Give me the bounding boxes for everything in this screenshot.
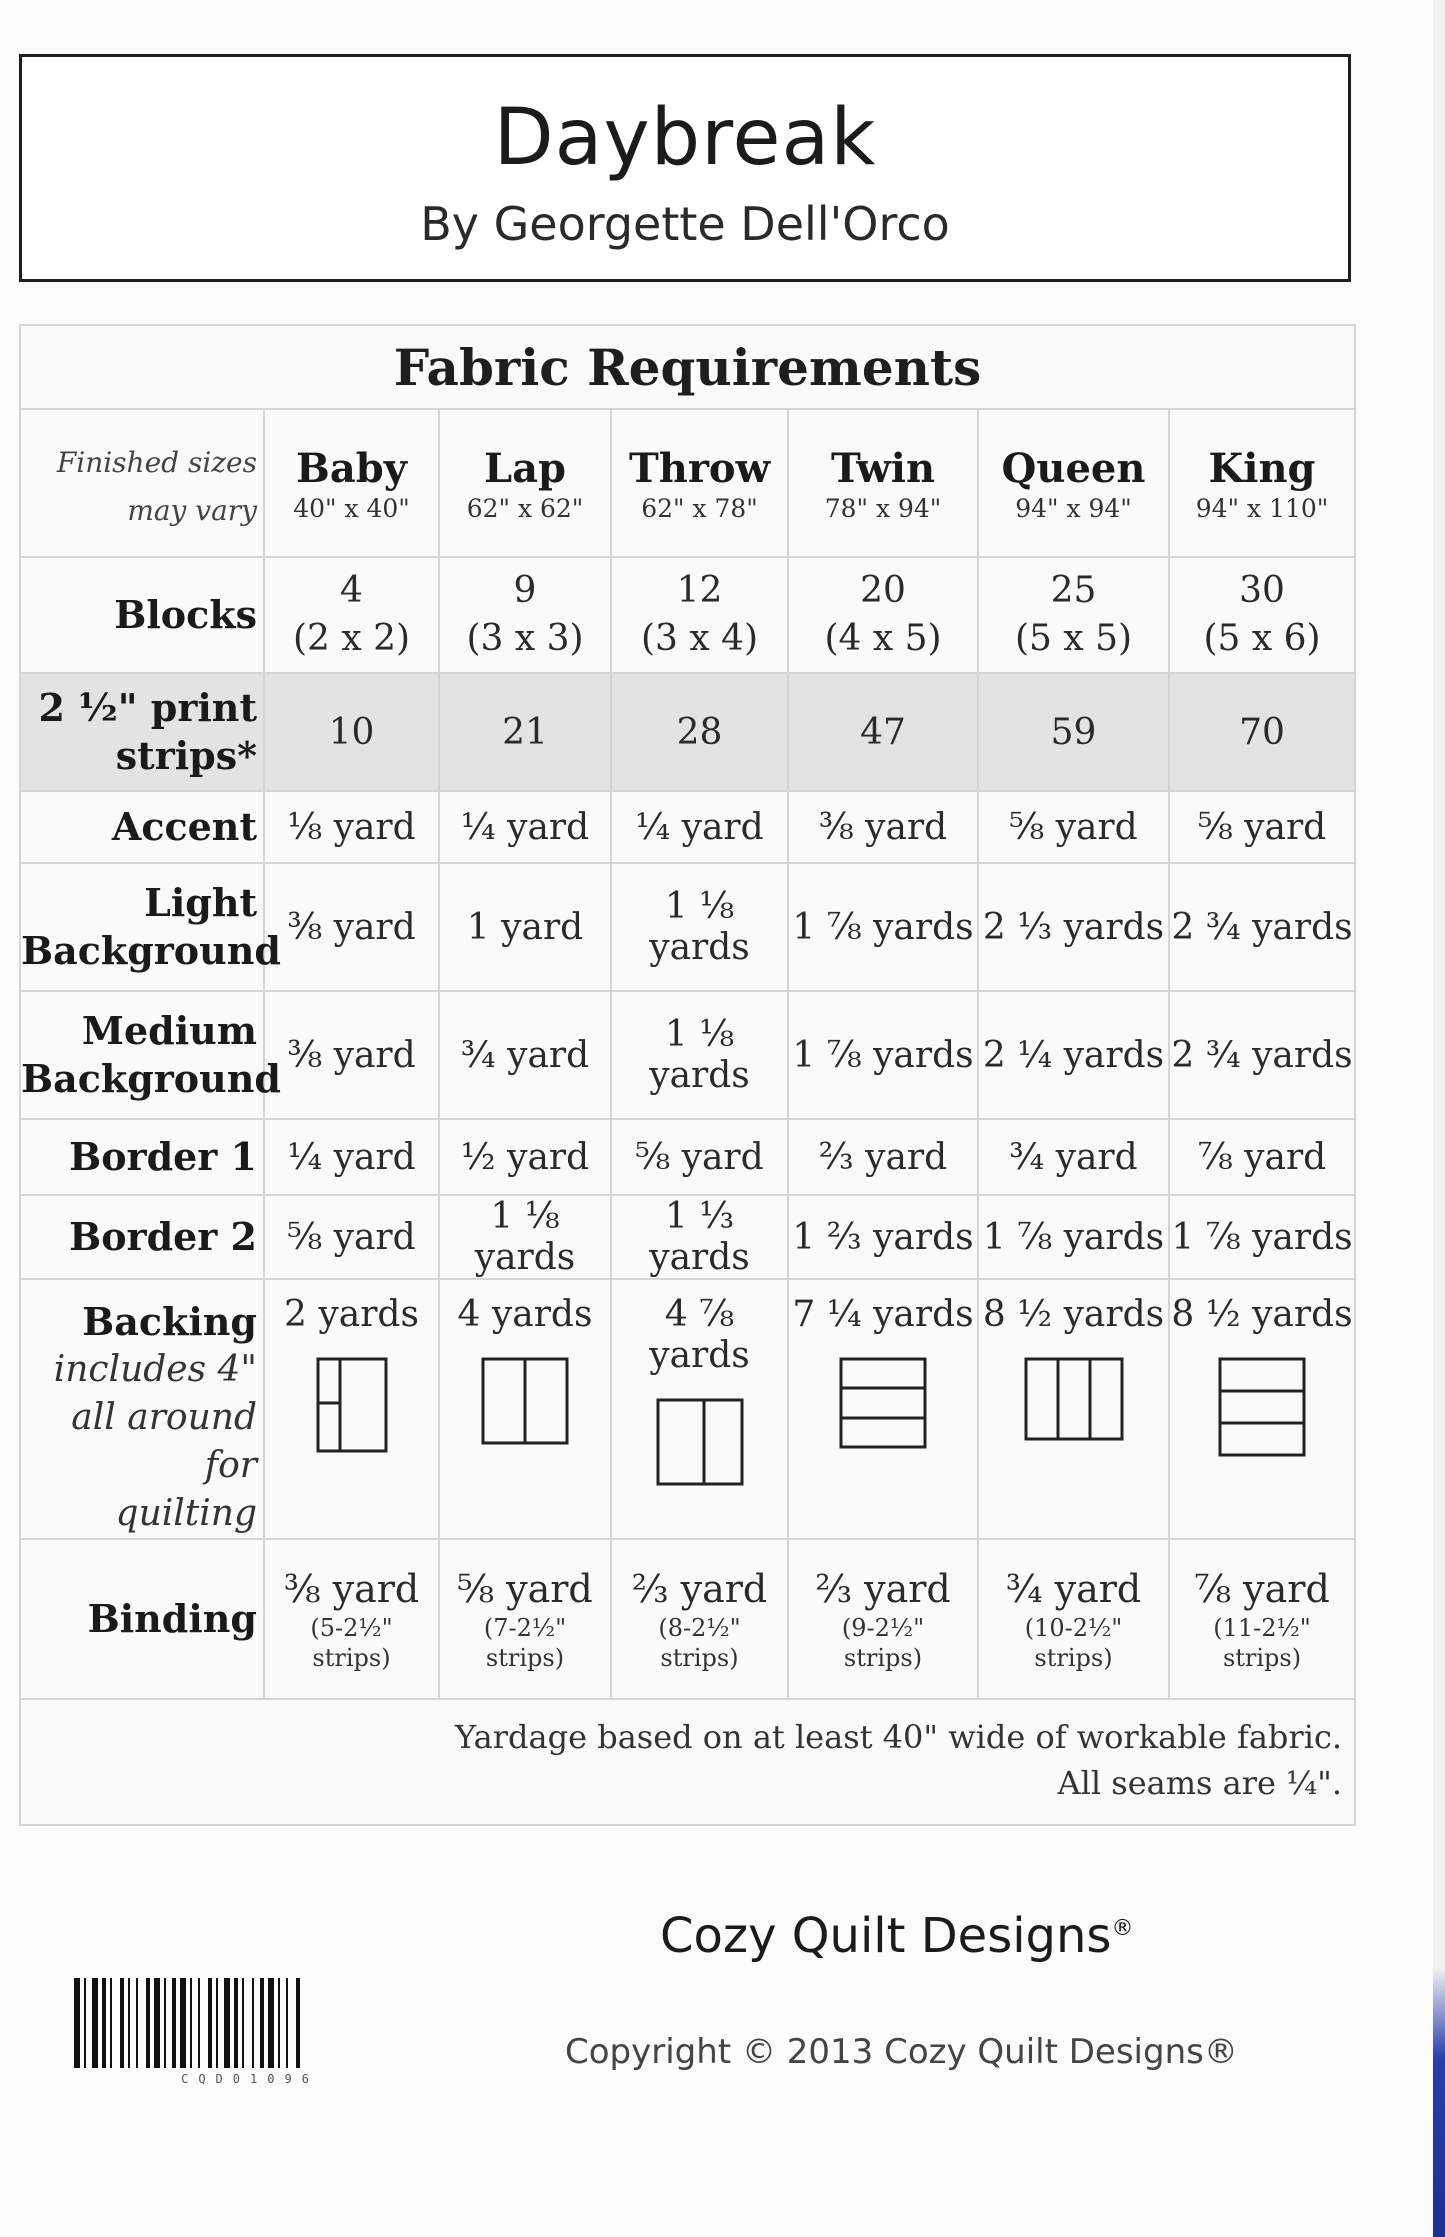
border2-cell: 1 ⅓ yards — [611, 1195, 788, 1279]
section-title: Fabric Requirements — [20, 325, 1355, 409]
medium-cell: ¾ yard — [439, 991, 611, 1119]
table-row-accent — [20, 791, 1355, 863]
binding-cell: ⅔ yard (8-2½" strips) — [611, 1539, 788, 1699]
backing-cell: 7 ¼ yards — [788, 1279, 978, 1539]
accent-cell: ¼ yard — [439, 791, 611, 863]
size-header-twin: Twin 78" x 94" — [788, 409, 978, 557]
table-row-blocks — [20, 557, 1355, 673]
border1-cell: ⅞ yard — [1169, 1119, 1355, 1195]
light-cell: 2 ¾ yards — [1169, 863, 1355, 991]
border1-cell: ⅔ yard — [788, 1119, 978, 1195]
backing-diagram-icon — [839, 1357, 927, 1449]
backing-cell: 4 yards — [439, 1279, 611, 1539]
backing-cell: 8 ½ yards — [978, 1279, 1169, 1539]
backing-diagram-icon — [481, 1357, 569, 1445]
copyright-text: Copyright © 2013 Cozy Quilt Designs® — [565, 2032, 1238, 2072]
page-edge — [1433, 0, 1445, 2237]
strips-cell: 28 — [611, 673, 788, 791]
size-header-throw: Throw 62" x 78" — [611, 409, 788, 557]
table-row-backing — [20, 1279, 1355, 1539]
medium-cell: ⅜ yard — [264, 991, 439, 1119]
border1-cell: ¼ yard — [264, 1119, 439, 1195]
accent-cell: ¼ yard — [611, 791, 788, 863]
blocks-cell: 12 (3 x 4) — [611, 557, 788, 673]
accent-cell: ⅛ yard — [264, 791, 439, 863]
binding-cell: ¾ yard (10-2½" strips) — [978, 1539, 1169, 1699]
backing-diagram-icon — [1024, 1357, 1124, 1441]
blocks-cell: 9 (3 x 3) — [439, 557, 611, 673]
row-label-light-background: Light Background — [20, 863, 264, 991]
light-cell: 1 yard — [439, 863, 611, 991]
border1-cell: ¾ yard — [978, 1119, 1169, 1195]
strips-cell: 21 — [439, 673, 611, 791]
border1-cell: ½ yard — [439, 1119, 611, 1195]
backing-cell: 8 ½ yards — [1169, 1279, 1355, 1539]
strips-cell: 10 — [264, 673, 439, 791]
border2-cell: 1 ⅞ yards — [978, 1195, 1169, 1279]
row-label-border-1: Border 1 — [20, 1119, 264, 1195]
blocks-cell: 30 (5 x 6) — [1169, 557, 1355, 673]
brand-logo: Cozy Quilt Designs® — [660, 1908, 1134, 1964]
blocks-cell: 25 (5 x 5) — [978, 557, 1169, 673]
row-label-strips: 2 ½" print strips* — [20, 673, 264, 791]
binding-cell: ⅝ yard (7-2½" strips) — [439, 1539, 611, 1699]
row-label-medium-background: Medium Background — [20, 991, 264, 1119]
table-row-border-2 — [20, 1195, 1355, 1279]
strips-cell: 47 — [788, 673, 978, 791]
blocks-cell: 20 (4 x 5) — [788, 557, 978, 673]
table-row-medium-background — [20, 991, 1355, 1119]
barcode-text: CQD01096 — [181, 2072, 319, 2086]
medium-cell: 2 ¼ yards — [978, 991, 1169, 1119]
border2-cell: 1 ⅛ yards — [439, 1195, 611, 1279]
table-row-light-background — [20, 863, 1355, 991]
size-header-lap: Lap 62" x 62" — [439, 409, 611, 557]
accent-cell: ⅝ yard — [1169, 791, 1355, 863]
binding-cell: ⅞ yard (11-2½" strips) — [1169, 1539, 1355, 1699]
medium-cell: 2 ¾ yards — [1169, 991, 1355, 1119]
table-row-strips — [20, 673, 1355, 791]
row-label-border-2: Border 2 — [20, 1195, 264, 1279]
light-cell: ⅜ yard — [264, 863, 439, 991]
row-label-backing: Backing includes 4" all around for quilting — [20, 1279, 264, 1539]
accent-cell: ⅜ yard — [788, 791, 978, 863]
accent-cell: ⅝ yard — [978, 791, 1169, 863]
backing-diagram-icon — [656, 1398, 744, 1486]
barcode — [70, 1978, 430, 2086]
light-cell: 1 ⅛ yards — [611, 863, 788, 991]
size-header-queen: Queen 94" x 94" — [978, 409, 1169, 557]
strips-cell: 70 — [1169, 673, 1355, 791]
title-box — [19, 54, 1351, 282]
blocks-cell: 4 (2 x 2) — [264, 557, 439, 673]
border2-cell: 1 ⅞ yards — [1169, 1195, 1355, 1279]
light-cell: 2 ⅓ yards — [978, 863, 1169, 991]
backing-cell: 4 ⅞ yards — [611, 1279, 788, 1539]
border2-cell: ⅝ yard — [264, 1195, 439, 1279]
row-label-blocks: Blocks — [20, 557, 264, 673]
size-header-king: King 94" x 110" — [1169, 409, 1355, 557]
strips-cell: 59 — [978, 673, 1169, 791]
table-row-border-1 — [20, 1119, 1355, 1195]
size-header-baby: Baby 40" x 40" — [264, 409, 439, 557]
backing-diagram-icon — [1218, 1357, 1306, 1457]
pattern-title: Daybreak — [493, 93, 877, 183]
backing-cell: 2 yards — [264, 1279, 439, 1539]
border2-cell: 1 ⅔ yards — [788, 1195, 978, 1279]
row-label-accent: Accent — [20, 791, 264, 863]
medium-cell: 1 ⅛ yards — [611, 991, 788, 1119]
backing-diagram-icon — [316, 1357, 388, 1453]
table-row-binding — [20, 1539, 1355, 1699]
light-cell: 1 ⅞ yards — [788, 863, 978, 991]
binding-cell: ⅜ yard (5-2½" strips) — [264, 1539, 439, 1699]
yardage-footnote: Yardage based on at least 40" wide of workable fabric. All seams are ¼". — [20, 1699, 1355, 1825]
medium-cell: 1 ⅞ yards — [788, 991, 978, 1119]
row-label-binding: Binding — [20, 1539, 264, 1699]
fabric-requirements-table — [19, 324, 1356, 1826]
size-note: Finished sizes may vary — [20, 409, 264, 557]
border1-cell: ⅝ yard — [611, 1119, 788, 1195]
binding-cell: ⅔ yard (9-2½" strips) — [788, 1539, 978, 1699]
pattern-author: By Georgette Dell'Orco — [420, 197, 950, 251]
barcode-icon — [70, 1978, 430, 2068]
